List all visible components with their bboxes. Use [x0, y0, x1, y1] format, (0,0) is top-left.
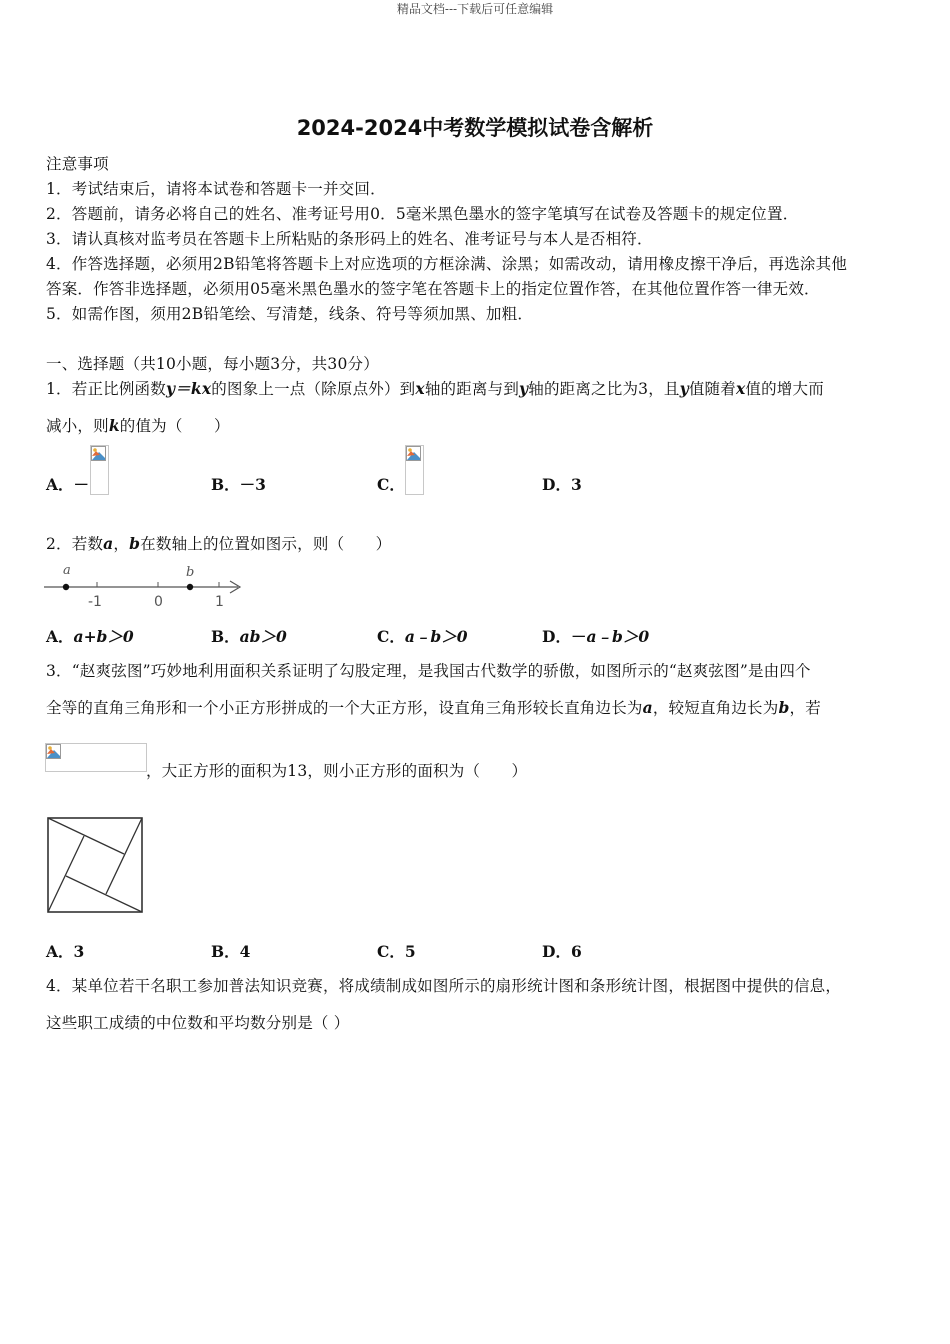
- notice-item: 5．如需作图，须用2B铅笔绘、写清楚，线条、符号等须加黑、加粗．: [46, 305, 534, 323]
- q2-option-b[interactable]: B．ab＞0: [211, 627, 287, 646]
- q3-option-b[interactable]: B．4: [211, 942, 251, 961]
- page-title: 2024-2024中考数学模拟试卷含解析: [296, 116, 654, 140]
- q1-option-d[interactable]: D．3: [542, 475, 582, 494]
- q2-option-c[interactable]: C．a﹣b＞0: [377, 627, 468, 646]
- number-line-figure: [44, 560, 244, 610]
- question-3-stem-line3: ，大正方形的面积为13，则小正方形的面积为（ ）: [146, 762, 528, 780]
- section-heading: 一、选择题（共10小题，每小题3分，共30分）: [46, 355, 379, 373]
- question-4-stem: 4．某单位若干名职工参加普法知识竞赛，将成绩制成如图所示的扇形统计图和条形统计图，根据图中提供的信息，: [46, 977, 842, 995]
- q1-option-c[interactable]: C．: [377, 475, 405, 494]
- label-b: b: [186, 565, 195, 580]
- q3-option-c[interactable]: C．5: [377, 942, 416, 961]
- q1-option-a[interactable]: A．－: [46, 475, 90, 494]
- zhao-shuang-diagram: [46, 816, 144, 914]
- notice-item: 2．答题前，请务必将自己的姓名、准考证号用0．5毫米黑色墨水的签字笔填写在试卷及答题卡的规定位置．: [46, 205, 799, 223]
- notice-heading: 注意事项: [46, 155, 109, 173]
- question-3-stem-line2: 全等的直角三角形和一个小正方形拼成的一个大正方形，设直角三角形较长直角边长为a，较短直角边长为b，若: [46, 698, 821, 717]
- notice-item: 1．考试结束后，请将本试卷和答题卡一并交回．: [46, 180, 386, 198]
- question-2-stem: 2．若数a，b在数轴上的位置如图示，则（ ）: [46, 534, 392, 553]
- page-header: 精品文档---下载后可任意编辑: [396, 2, 554, 16]
- broken-image-icon: [45, 743, 147, 772]
- point-b: [187, 584, 193, 590]
- q3-option-a[interactable]: A．3: [46, 942, 85, 961]
- question-1-stem-line2: 减小，则k的值为（ ）: [46, 416, 230, 435]
- q3-option-d[interactable]: D．6: [542, 942, 582, 961]
- label-a: a: [63, 563, 71, 578]
- tick-label: 1: [215, 594, 224, 610]
- tick-label: -1: [88, 594, 102, 610]
- notice-item: 3．请认真核对监考员在答题卡上所粘贴的条形码上的姓名、准考证号与本人是否相符．: [46, 230, 653, 248]
- question-4-stem-line2: 这些职工成绩的中位数和平均数分别是（ ）: [46, 1014, 350, 1032]
- notice-item: 答案．作答非选择题，必须用05毫米黑色墨水的签字笔在答题卡上的指定位置作答，在其他位置作答一律无效．: [46, 280, 820, 298]
- q2-option-d[interactable]: D．－a﹣b＞0: [542, 627, 650, 646]
- notice-item: 4．作答选择题，必须用2B铅笔将答题卡上对应选项的方框涂满、涂黑；如需改动，请用橡皮擦干净后，再选涂其他: [46, 255, 848, 273]
- question-3-stem: 3．“赵爽弦图”巧妙地利用面积关系证明了勾股定理，是我国古代数学的骄傲，如图所示的“赵爽弦图”是由四个: [46, 662, 811, 680]
- broken-image-icon: [90, 445, 109, 495]
- tick-label: 0: [154, 594, 163, 610]
- q2-option-a[interactable]: A．a+b＞0: [46, 627, 134, 646]
- q1-option-b[interactable]: B．－3: [211, 475, 266, 494]
- broken-image-icon: [405, 445, 424, 495]
- question-1-stem: 1．若正比例函数y＝kx的图象上一点（除原点外）到x轴的距离与到y轴的距离之比为3，且y值随着x值的增大而: [46, 379, 824, 398]
- point-a: [63, 584, 69, 590]
